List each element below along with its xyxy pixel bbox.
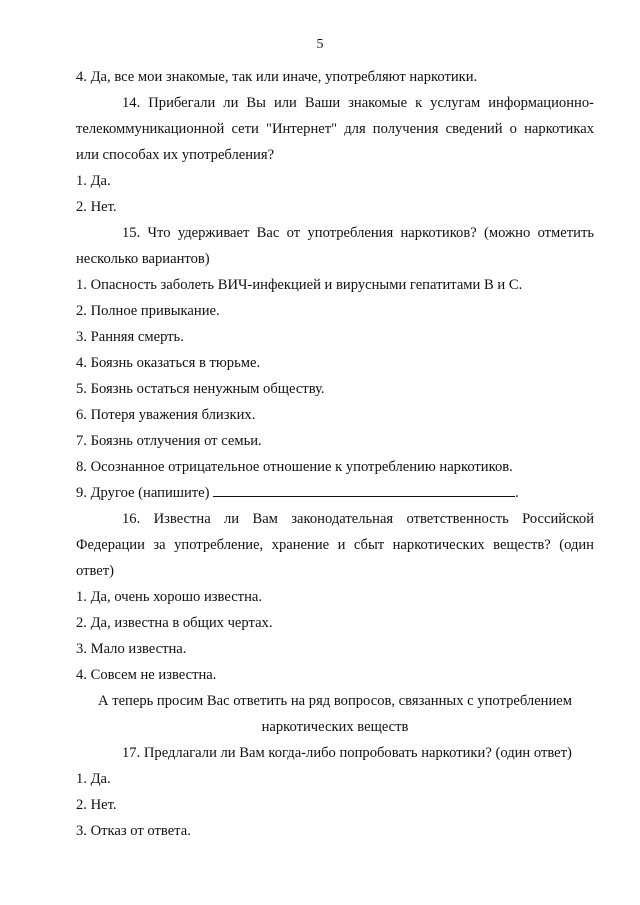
answer-q17-2: 2. Нет. xyxy=(76,797,117,813)
answer-q16-4: 4. Совсем не известна. xyxy=(76,667,217,683)
answer-q15-2: 2. Полное привыкание. xyxy=(76,303,220,319)
answer-q16-1: 1. Да, очень хорошо известна. xyxy=(76,589,262,605)
answer-q14-1: 1. Да. xyxy=(76,173,111,189)
answer-q15-6: 6. Потеря уважения близких. xyxy=(76,407,256,423)
answer-q16-3: 3. Мало известна. xyxy=(76,641,187,657)
answer-q15-9 xyxy=(76,480,594,506)
answer-q15-7: 7. Боязнь отлучения от семьи. xyxy=(76,433,262,449)
answer-q13-4: 4. Да, все мои знакомые, так или иначе, употребляют наркотики. xyxy=(76,69,478,85)
write-in-blank-line[interactable] xyxy=(213,482,515,497)
answer-q15-9-label: 9. Другое (напишите) xyxy=(76,485,210,501)
question-14: 14. Прибегали ли Вы или Ваши знакомые к услугам информационно-телекоммуникационной сети "Интернет" для получения сведений о наркотиках или способах их употребления? xyxy=(76,95,594,163)
page-number: 5 xyxy=(316,37,324,52)
answer-q15-5: 5. Боязнь остаться ненужным обществу. xyxy=(76,381,325,397)
answer-q15-4: 4. Боязнь оказаться в тюрьме. xyxy=(76,355,261,371)
question-16: 16. Известна ли Вам законодательная ответственность Российской Федерации за употребление, хранение и сбыт наркотических веществ? (один ответ) xyxy=(76,511,594,579)
question-17: 17. Предлагали ли Вам когда-либо попробовать наркотики? (один ответ) xyxy=(122,745,572,761)
answer-q14-2: 2. Нет. xyxy=(76,199,117,215)
answer-q17-1: 1. Да. xyxy=(76,771,111,787)
answer-q15-8: 8. Осознанное отрицательное отношение к употреблению наркотиков. xyxy=(76,459,513,475)
section-intro-line-2: наркотических веществ xyxy=(261,719,409,735)
answer-q16-2: 2. Да, известна в общих чертах. xyxy=(76,615,273,631)
section-intro-line-1: А теперь просим Вас ответить на ряд вопросов, связанных с употреблением xyxy=(98,693,572,709)
answer-q17-3: 3. Отказ от ответа. xyxy=(76,823,191,839)
answer-q15-3: 3. Ранняя смерть. xyxy=(76,329,184,345)
answer-q15-1: 1. Опасность заболеть ВИЧ-инфекцией и вирусными гепатитами В и С. xyxy=(76,277,523,293)
question-15: 15. Что удерживает Вас от употребления наркотиков? (можно отметить несколько вариантов) xyxy=(76,225,594,267)
answer-q15-9-period: . xyxy=(515,485,519,501)
questionnaire-content xyxy=(76,64,594,844)
